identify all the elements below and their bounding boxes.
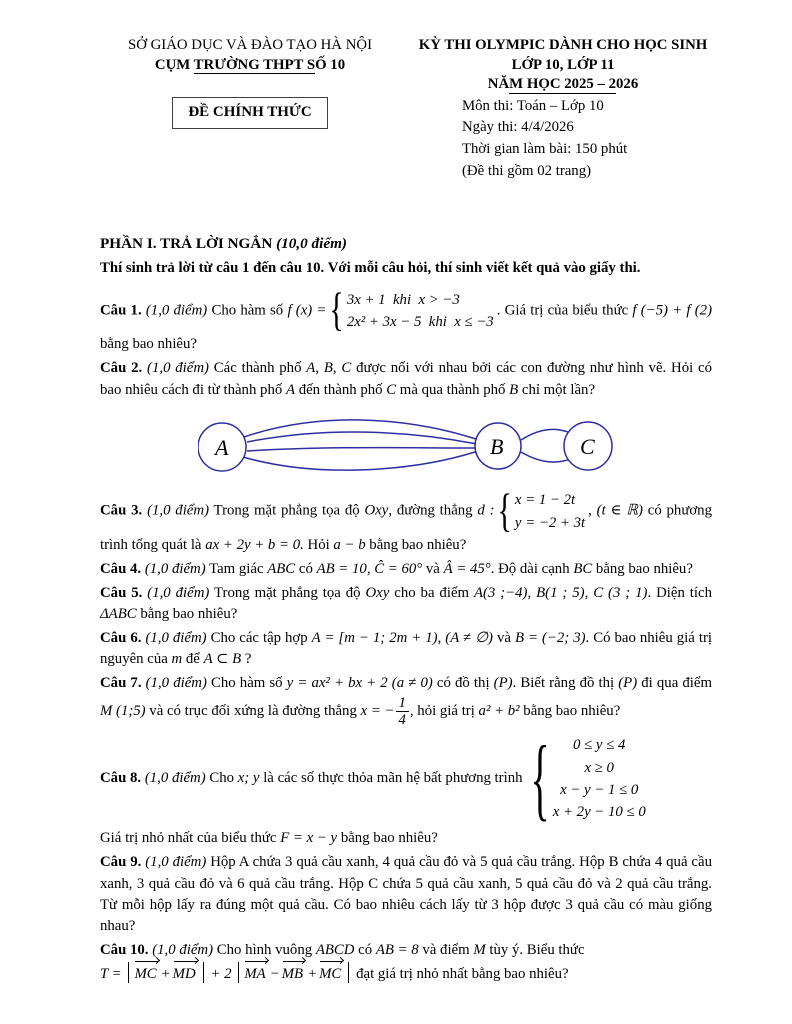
header: [100, 36, 712, 183]
q3-post: , (t ∈ ℝ) có phương trình tổng quát là ax + 2y + b = 0. Hỏi a − b bằng bao nhiêu?: [100, 502, 712, 553]
subject-line: Môn thi: Toán – Lớp 10: [462, 97, 604, 114]
section-points: (10,0 điểm): [276, 234, 347, 252]
header-right: [414, 36, 712, 183]
q5-points: (1,0 điểm): [147, 584, 210, 601]
plus-operator: +: [307, 965, 318, 982]
q10-equation-lhs: T =: [100, 965, 122, 982]
school-year-underlined: M HỌC 2025 – 2: [509, 76, 617, 93]
exam-title-line2: LỚP 10, LỚP 11: [511, 56, 615, 73]
question-7: [100, 673, 712, 728]
q1-piecewise: [329, 284, 494, 337]
road-ab-2: [247, 432, 477, 444]
q10-points: (1,0 điểm): [152, 942, 214, 959]
q1-piecewise-rows: 3x + 1 khi x > −3 2x² + 3x − 5 khi x ≤ −3: [346, 292, 494, 331]
q6-label: Câu 6.: [100, 630, 142, 646]
q4-points: (1,0 điểm): [144, 560, 206, 577]
q8-points: (1,0 điểm): [144, 770, 206, 787]
official-exam-label: ĐỀ CHÍNH THỨC: [188, 104, 312, 121]
q4-text: Tam giác ABC có AB = 10, Ĉ = 60° và Â = 45°. Độ dài cạnh BC bằng bao nhiêu?: [209, 560, 693, 577]
q10-text-1: Cho hình vuông ABCD có AB = 8 và điểm M tùy ý. Biểu thức: [216, 942, 585, 959]
question-8: [100, 725, 712, 830]
q1-label: Câu 1.: [100, 302, 142, 319]
vector-mc-2: MC: [319, 964, 341, 985]
official-exam-box: [172, 97, 327, 129]
q2-points: (1,0 điểm): [147, 360, 209, 377]
q7-text-2: , hỏi giá trị a² + b² bằng bao nhiêu?: [409, 703, 621, 720]
instruction: Thí sinh trả lời từ câu 1 đến câu 10. Với mỗi câu hỏi, thí sinh viết kết quả vào giấy thi.: [100, 259, 641, 276]
vector-mb: MB: [282, 964, 303, 985]
official-exam-box-wrap: [100, 75, 400, 129]
school-cluster: [100, 56, 400, 76]
exam-info: [462, 96, 712, 183]
left-brace-icon: {: [497, 485, 512, 537]
date-line: Ngày thi: 4/4/2026: [462, 119, 574, 136]
question-6: [100, 628, 712, 671]
q9-text: Hộp A chứa 3 quả cầu xanh, 4 quả cầu đỏ và 5 quả cầu trắng. Hộp B chứa 4 quả cầu xanh, 3 quả cầu đỏ và 6 quả cầu trắng. Hộp C chứa 5 quả cầu xanh, 5 quả cầu đỏ và 2 quả cầu trắng. Từ mỗi hộp lấy ra đúng một quả cầu. Có bao nhiêu cách lấy từ 3 hộp được 3 quả cầu có màu giống nhau?: [100, 854, 712, 935]
pages-line: (Đề thi gồm 02 trang): [462, 162, 592, 179]
q1-points: (1,0 điểm): [145, 302, 208, 319]
roads-diagram: [100, 410, 712, 484]
q10-label: Câu 10.: [100, 942, 149, 959]
department-name: SỞ GIÁO DỤC VÀ ĐÀO TẠO HÀ NỘI: [127, 37, 372, 53]
q3-pre: Trong mặt phẳng tọa độ Oxy, đường thẳng d :: [213, 502, 495, 519]
school-cluster-post: Ố 10: [315, 56, 346, 73]
q7-fraction: [396, 695, 409, 729]
vector-md: MD: [173, 964, 196, 985]
q6-text: Cho các tập hợp A = [m − 1; 2m + 1), (A ≠ ∅) và B = (−2; 3). Có bao nhiêu giá trị nguyên của m để A ⊂ B ?: [100, 630, 712, 668]
school-year-post: 026: [616, 76, 639, 93]
q7-fraction-denominator: 4: [396, 711, 409, 728]
question-1: [100, 284, 713, 356]
question-4: [100, 559, 712, 580]
q3-label: Câu 3.: [100, 502, 143, 519]
city-b-label: B: [490, 434, 504, 460]
abs-bar: [203, 962, 204, 983]
q7-points: (1,0 điểm): [145, 675, 207, 692]
q1-intro: Cho hàm số f (x) =: [211, 302, 327, 319]
q8-outro: Giá trị nhỏ nhất của biểu thức F = x − y bằng bao nhiêu?: [100, 830, 438, 847]
q5-text: Trong mặt phẳng tọa độ Oxy cho ba điểm A(3 ;−4), B(1 ; 5), C (3 ; 1). Diện tích ΔABC bằng bao nhiêu?: [100, 584, 712, 623]
abs-bar: [348, 962, 349, 983]
school-cluster-pre: CỤM: [154, 56, 194, 73]
abs-bar: [238, 962, 239, 983]
abs-bar: [128, 962, 129, 983]
q2-text: Các thành phố A, B, C được nối với nhau bởi các con đường như hình vẽ. Hỏi có bao nhiêu cách đi từ thành phố A đến thành phố C mà qua thành phố B chỉ một lần?: [100, 360, 712, 398]
header-left: [100, 36, 400, 183]
graph-strokes: [198, 420, 612, 471]
duration-line: Thời gian làm bài: 150 phút: [462, 141, 628, 158]
question-9: [100, 852, 712, 938]
plus-two-operator: + 2: [210, 965, 232, 982]
question-5: [100, 583, 712, 626]
q3-system: [497, 485, 586, 537]
section-title-text: PHẦN I. TRẢ LỜI NGẮN: [100, 234, 273, 252]
q3-points: (1,0 điểm): [147, 502, 209, 519]
minus-operator: −: [269, 965, 280, 982]
plus-operator: +: [160, 965, 171, 982]
left-brace-icon: {: [329, 284, 344, 337]
q8-system-rows: 0 ≤ y ≤ 4 x ≥ 0 x − y − 1 ≤ 0 x + 2y − 10 ≤ 0: [552, 737, 646, 820]
road-ab-3: [247, 448, 476, 451]
q9-points: (1,0 điểm): [145, 854, 207, 871]
q7-text-1: Cho hàm số y = ax² + bx + 2 (a ≠ 0) có đồ thị (P). Biết rằng đồ thị (P) đi qua điểm M (1;5) và có trục đối xứng là đường thẳng x = −: [100, 675, 712, 720]
q8-text: [100, 768, 523, 789]
road-ab-4: [243, 452, 475, 470]
q2-label: Câu 2.: [100, 360, 143, 377]
q6-points: (1,0 điểm): [145, 630, 207, 646]
left-brace-icon: {: [530, 725, 550, 830]
q1-after: . Giá trị của biểu thức f (−5) + f (2) bằng bao nhiêu?: [100, 302, 713, 353]
city-a-label: A: [215, 435, 229, 461]
q10-tail: đạt giá trị nhỏ nhất bằng bao nhiêu?: [352, 965, 569, 982]
q5-label: Câu 5.: [100, 584, 143, 601]
exam-title-line1: KỲ THI OLYMPIC DÀNH CHO HỌC SINH: [418, 37, 708, 53]
q9-label: Câu 9.: [100, 854, 142, 871]
q4-label: Câu 4.: [100, 560, 142, 577]
section-title: [100, 233, 712, 255]
vector-mc: MC: [134, 964, 156, 985]
q7-label: Câu 7.: [100, 675, 142, 692]
school-year-pre: NĂ: [487, 76, 510, 93]
q8-system: [530, 725, 646, 830]
cities-graph-svg: [198, 410, 614, 484]
q7-fraction-numerator: 1: [398, 694, 406, 711]
question-10: [100, 940, 712, 985]
q8-intro: Cho x; y là các số thực thỏa mãn hệ bất phương trình: [209, 770, 523, 787]
q3-system-rows: x = 1 − 2t y = −2 + 3t: [514, 492, 586, 531]
q8-label: Câu 8.: [100, 770, 142, 787]
school-year: [414, 75, 712, 95]
question-2: [100, 358, 712, 401]
question-3: [100, 485, 712, 556]
school-cluster-underlined: TRƯỜNG THPT S: [193, 56, 316, 73]
vector-ma: MA: [244, 964, 265, 985]
city-c-label: C: [580, 434, 595, 460]
question-8-outro: [100, 828, 712, 849]
